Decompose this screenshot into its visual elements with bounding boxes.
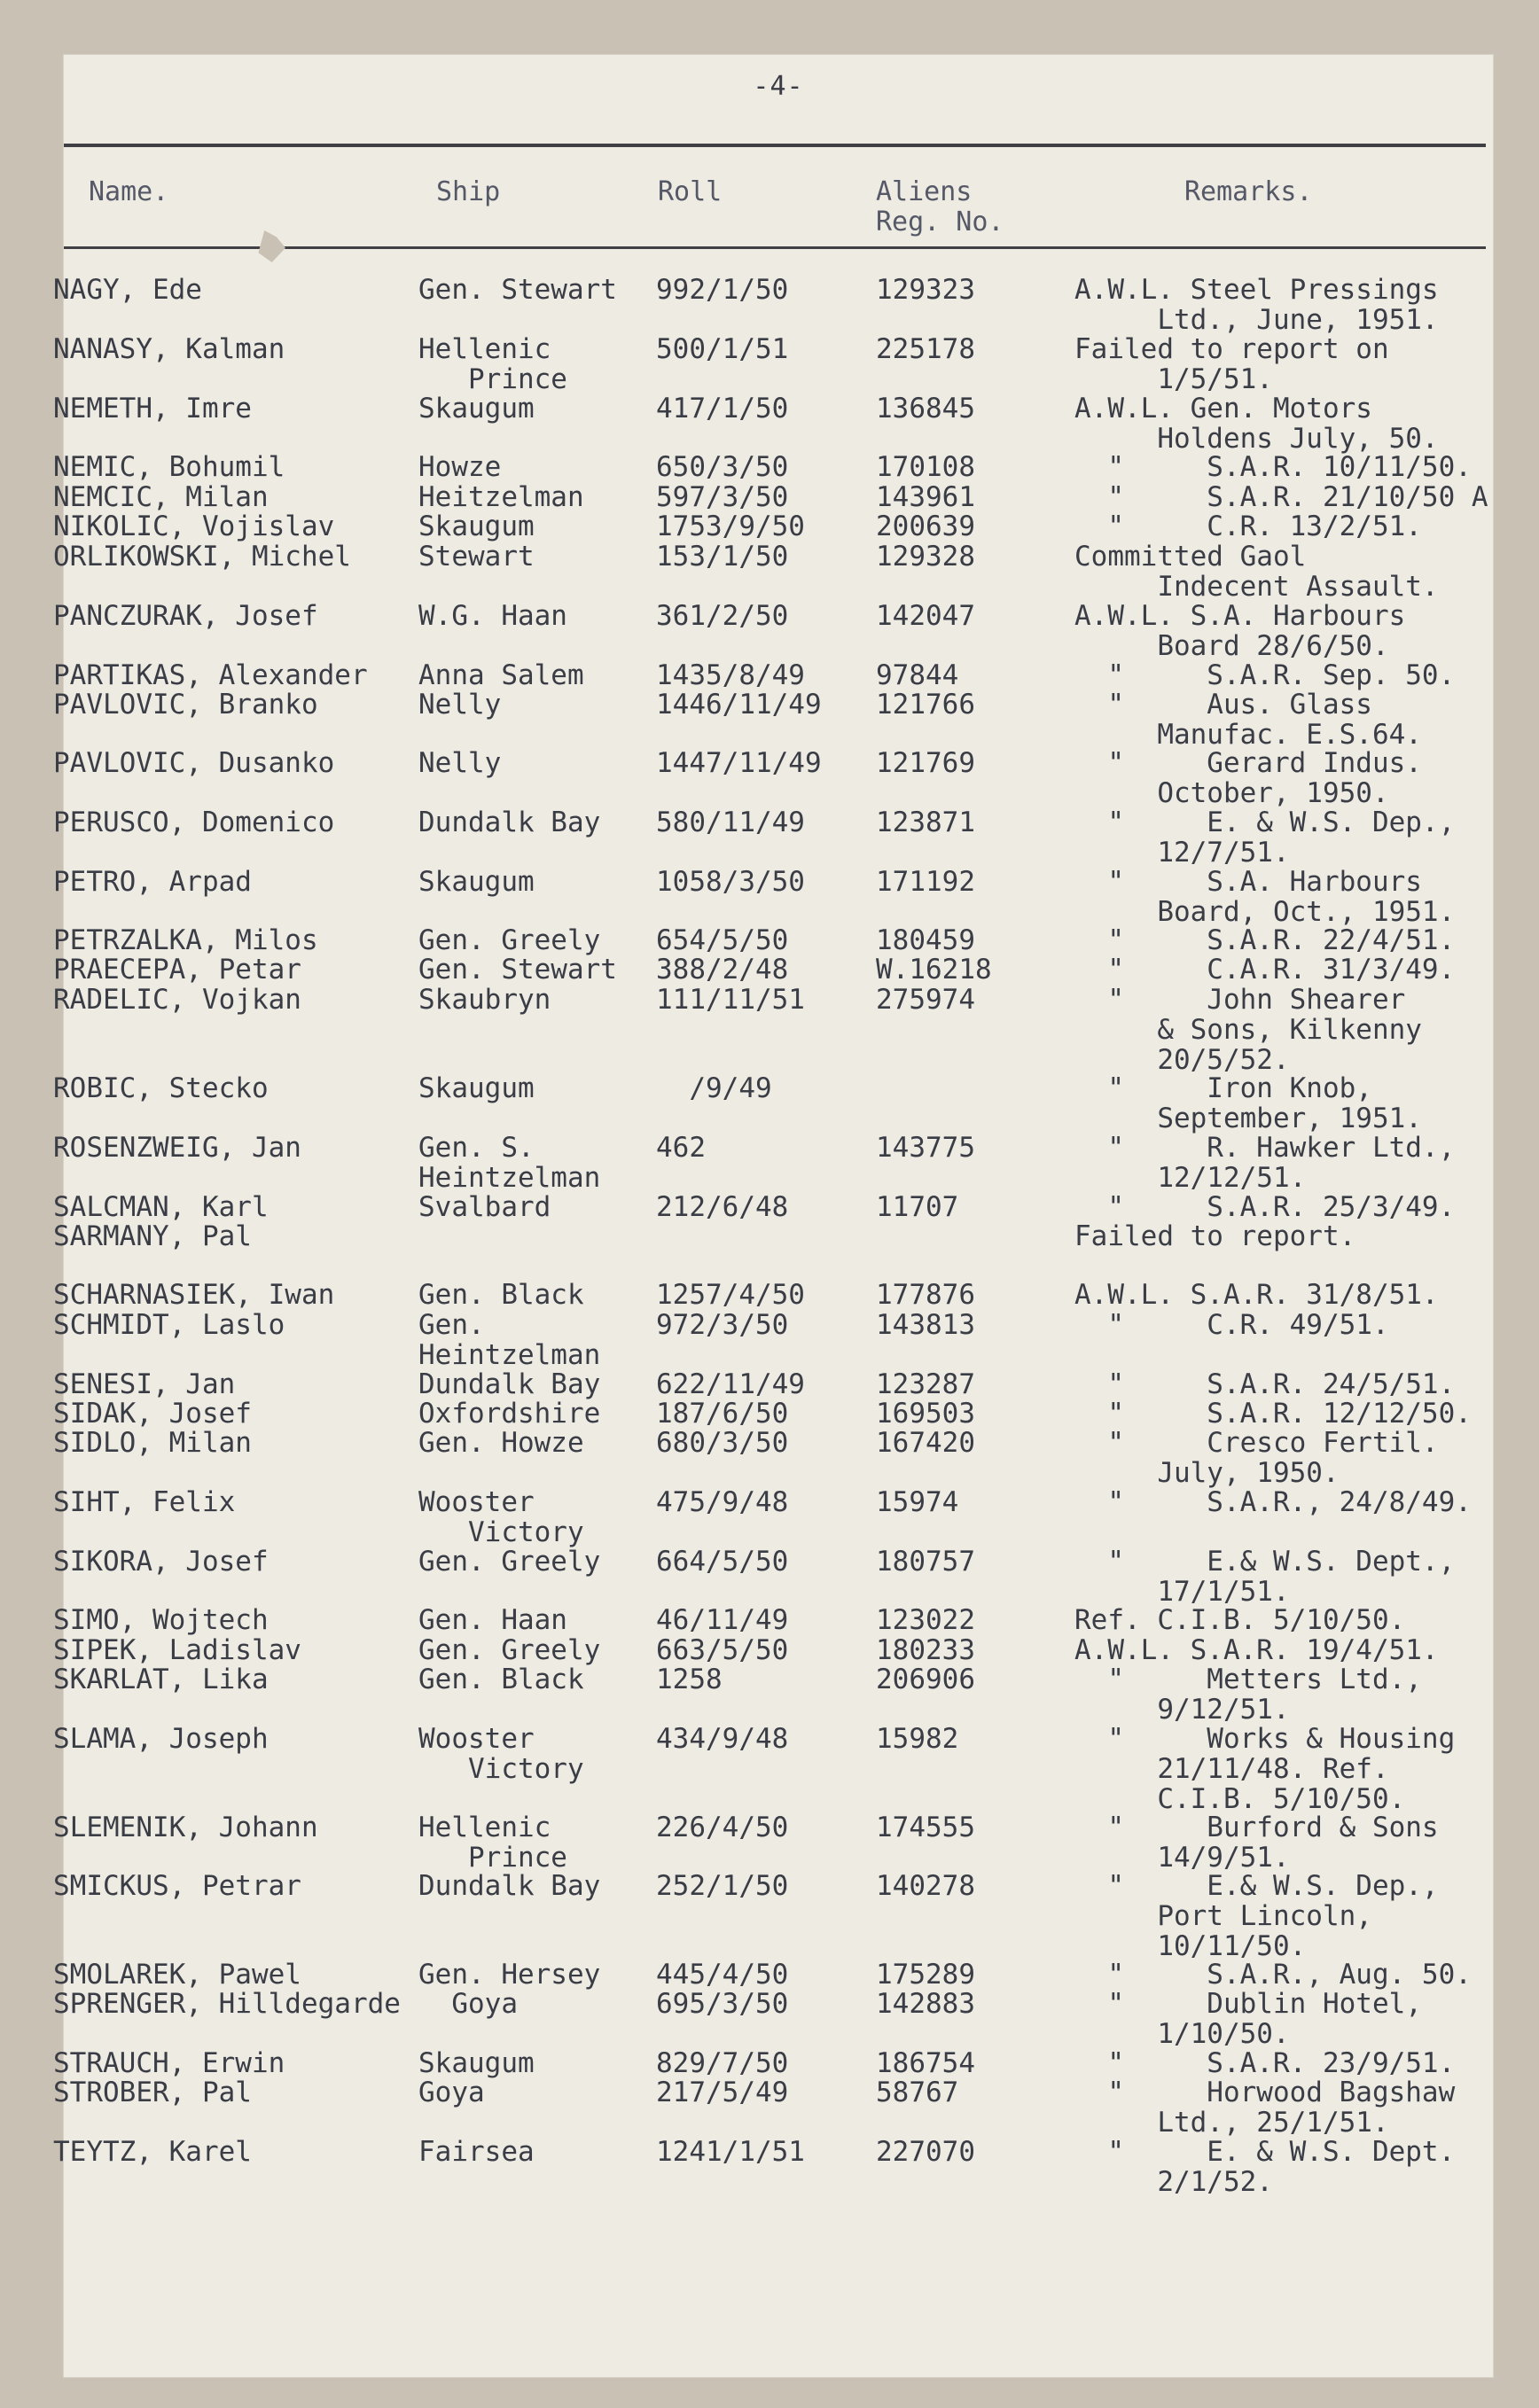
row-ship: Svalbard <box>418 1191 551 1223</box>
row-name: SLAMA, Joseph <box>53 1723 269 1755</box>
row-ship: Howze <box>418 451 502 483</box>
row-roll: 1241/1/51 <box>656 2136 805 2168</box>
row-name: SKARLAT, Lika <box>53 1664 269 1695</box>
row-reg: 136845 <box>876 393 975 425</box>
row-ship: Skaugum <box>418 2047 535 2079</box>
table-row <box>53 600 1493 662</box>
row-name: ORLIKOWSKI, Michel <box>53 541 351 573</box>
row-name: SIDAK, Josef <box>53 1398 252 1430</box>
page-number: -4- <box>753 71 804 102</box>
row-reg: 186754 <box>876 2047 975 2079</box>
row-remarks: " S.A.R. 10/11/50. <box>1074 451 1472 483</box>
row-remarks: A.W.L. Steel Pressings Ltd., June, 1951. <box>1074 274 1439 336</box>
table-row <box>53 1191 1493 1223</box>
table-row <box>53 1072 1493 1134</box>
table-row <box>53 1309 1493 1371</box>
row-roll: 1446/11/49 <box>656 689 822 721</box>
row-name: PETRZALKA, Milos <box>53 924 318 956</box>
table-row <box>53 1723 1493 1815</box>
row-remarks: " Gerard Indus. October, 1950. <box>1107 747 1422 809</box>
row-roll: 663/5/50 <box>656 1634 789 1666</box>
row-reg: 275974 <box>876 984 975 1016</box>
row-remarks: " S.A.R. 12/12/50. <box>1074 1398 1472 1430</box>
row-reg: 167420 <box>876 1427 975 1459</box>
row-reg: 140278 <box>876 1870 975 1902</box>
row-reg: 200639 <box>876 510 975 542</box>
row-name: PRAECEPA, Petar <box>53 954 301 986</box>
row-remarks: A.W.L. S.A.R. 31/8/51. <box>1074 1279 1439 1311</box>
row-ship: Skaugum <box>418 510 535 542</box>
row-reg: 121766 <box>876 689 975 721</box>
row-roll: 680/3/50 <box>656 1427 789 1459</box>
row-remarks: " Horwood Bagshaw Ltd., 25/1/51. <box>1107 2077 1456 2139</box>
row-reg: 227070 <box>876 2136 975 2168</box>
row-ship: Gen. Black <box>418 1664 584 1695</box>
row-remarks: Committed Gaol Indecent Assault. <box>1074 541 1439 603</box>
row-name: STROBER, Pal <box>53 2077 252 2108</box>
row-reg: 143813 <box>876 1309 975 1341</box>
row-reg: 143775 <box>876 1132 975 1164</box>
row-reg: 121769 <box>876 747 975 779</box>
row-name: SCHMIDT, Laslo <box>53 1309 285 1341</box>
row-roll: 1447/11/49 <box>656 747 822 779</box>
row-remarks: " R. Hawker Ltd., 12/12/51. <box>1107 1132 1456 1194</box>
row-ship: Gen. Stewart <box>418 274 617 306</box>
table-row <box>53 2047 1493 2079</box>
row-roll: 361/2/50 <box>656 600 789 632</box>
row-ship: Skaugum <box>418 866 535 898</box>
table-row <box>53 510 1493 542</box>
row-name: SIKORA, Josef <box>53 1546 269 1578</box>
header-top-rule <box>64 144 1486 147</box>
row-ship: Gen. Black <box>418 1279 584 1311</box>
table-row <box>53 1368 1493 1400</box>
table-row <box>53 1427 1493 1489</box>
table-row <box>53 1546 1493 1608</box>
row-name: STRAUCH, Erwin <box>53 2047 285 2079</box>
row-reg: 97844 <box>876 659 959 691</box>
row-remarks: " C.R. 13/2/51. <box>1074 510 1422 542</box>
row-reg: 123871 <box>876 807 975 838</box>
row-reg: 129323 <box>876 274 975 306</box>
row-remarks: " E.& W.S. Dep., Port Lincoln, 10/11/50. <box>1107 1870 1439 1962</box>
row-remarks: " S.A.R. Sep. 50. <box>1074 659 1456 691</box>
row-name: SPRENGER, Hilldegarde <box>53 1988 401 2020</box>
row-roll: 1435/8/49 <box>656 659 805 691</box>
table-row <box>53 1634 1493 1666</box>
row-reg: 11707 <box>876 1191 959 1223</box>
row-ship: Heitzelman <box>418 481 584 513</box>
row-remarks: " S.A.R. 22/4/51. <box>1074 924 1456 956</box>
row-reg: W.16218 <box>876 954 992 986</box>
row-roll: 664/5/50 <box>656 1546 789 1578</box>
row-remarks: " Works & Housing 21/11/48. Ref. C.I.B. 5/10/50. <box>1107 1723 1456 1815</box>
table-row <box>53 274 1493 336</box>
row-reg: 169503 <box>876 1398 975 1430</box>
row-name: SCHARNASIEK, Iwan <box>53 1279 335 1311</box>
table-row <box>53 747 1493 809</box>
row-name: SIDLO, Milan <box>53 1427 252 1459</box>
row-reg: 175289 <box>876 1959 975 1991</box>
row-name: NEMIC, Bohumil <box>53 451 285 483</box>
row-remarks: " John Shearer & Sons, Kilkenny 20/5/52. <box>1107 984 1422 1076</box>
row-reg: 177876 <box>876 1279 975 1311</box>
row-name: PETRO, Arpad <box>53 866 252 898</box>
row-remarks: " Burford & Sons 14/9/51. <box>1107 1812 1439 1874</box>
row-remarks: " S.A.R., Aug. 50. <box>1074 1959 1472 1991</box>
row-name: RADELIC, Vojkan <box>53 984 301 1016</box>
row-roll: 388/2/48 <box>656 954 789 986</box>
row-reg: 171192 <box>876 866 975 898</box>
row-roll: 417/1/50 <box>656 393 789 425</box>
row-roll: 1258 <box>656 1664 723 1695</box>
row-name: NIKOLIC, Vojislav <box>53 510 335 542</box>
row-name: SMICKUS, Petrar <box>53 1870 301 1902</box>
row-name: PAVLOVIC, Branko <box>53 689 318 721</box>
row-ship: Skaugum <box>418 1072 535 1104</box>
row-remarks: " Cresco Fertil. July, 1950. <box>1107 1427 1439 1489</box>
row-roll: 462 <box>656 1132 706 1164</box>
row-reg: 142883 <box>876 1988 975 2020</box>
row-name: SIMO, Wojtech <box>53 1604 269 1636</box>
row-ship: Skaugum <box>418 393 535 425</box>
table-row <box>53 1604 1493 1636</box>
row-ship: Gen. Greely <box>418 924 601 956</box>
row-ship: Gen. Greely <box>418 1546 601 1578</box>
row-reg: 58767 <box>876 2077 959 2108</box>
table-row <box>53 1664 1493 1726</box>
row-roll: 500/1/51 <box>656 333 789 365</box>
row-ship: Wooster Victory <box>418 1486 584 1548</box>
header-ship: Ship <box>436 176 501 207</box>
row-remarks: " S.A.R. 23/9/51. <box>1074 2047 1456 2079</box>
row-roll: 475/9/48 <box>656 1486 789 1518</box>
row-roll: /9/49 <box>656 1072 772 1104</box>
row-ship: W.G. Haan <box>418 600 567 632</box>
row-name: PAVLOVIC, Dusanko <box>53 747 335 779</box>
table-row <box>53 393 1493 455</box>
row-reg: 180459 <box>876 924 975 956</box>
row-name: ROBIC, Stecko <box>53 1072 269 1104</box>
header-name: Name. <box>89 176 169 207</box>
table-row <box>53 807 1493 869</box>
row-roll: 992/1/50 <box>656 274 789 306</box>
table-row <box>53 954 1493 986</box>
row-name: NAGY, Ede <box>53 274 202 306</box>
row-name: SIHT, Felix <box>53 1486 236 1518</box>
row-roll: 1257/4/50 <box>656 1279 805 1311</box>
row-ship: Hellenic Prince <box>418 1812 567 1874</box>
row-ship: Gen. Stewart <box>418 954 617 986</box>
row-remarks: Ref. C.I.B. 5/10/50. <box>1074 1604 1406 1636</box>
row-ship: Gen. Hersey <box>418 1959 601 1991</box>
table-row <box>53 481 1493 513</box>
row-remarks: " E. & W.S. Dept. 2/1/52. <box>1107 2136 1456 2198</box>
table-row <box>53 659 1493 691</box>
row-reg: 180757 <box>876 1546 975 1578</box>
table-row <box>53 451 1493 483</box>
row-ship: Oxfordshire <box>418 1398 601 1430</box>
row-roll: 829/7/50 <box>656 2047 789 2079</box>
row-remarks: " Aus. Glass Manufac. E.S.64. <box>1107 689 1422 751</box>
row-remarks: A.W.L. Gen. Motors Holdens July, 50. <box>1074 393 1439 455</box>
table-row <box>53 1870 1493 1962</box>
document-page <box>53 55 1493 2377</box>
table-row <box>53 1132 1493 1194</box>
row-roll: 654/5/50 <box>656 924 789 956</box>
row-remarks: " E.& W.S. Dept., 17/1/51. <box>1107 1546 1456 1608</box>
row-reg: 15974 <box>876 1486 959 1518</box>
row-remarks: " S.A.R. 21/10/50 A <box>1074 481 1488 513</box>
row-roll: 445/4/50 <box>656 1959 789 1991</box>
row-name: SMOLAREK, Pawel <box>53 1959 301 1991</box>
row-reg: 129328 <box>876 541 975 573</box>
row-name: PARTIKAS, Alexander <box>53 659 368 691</box>
row-roll: 695/3/50 <box>656 1988 789 2020</box>
row-ship: Wooster Victory <box>418 1723 584 1785</box>
table-row <box>53 1220 1493 1252</box>
row-remarks: " S.A. Harbours Board, Oct., 1951. <box>1107 866 1456 928</box>
row-ship: Anna Salem <box>418 659 584 691</box>
row-roll: 212/6/48 <box>656 1191 789 1223</box>
table-row <box>53 2136 1493 2198</box>
row-roll: 650/3/50 <box>656 451 789 483</box>
row-roll: 153/1/50 <box>656 541 789 573</box>
header-roll: Roll <box>658 176 723 207</box>
row-roll: 622/11/49 <box>656 1368 805 1400</box>
row-name: ROSENZWEIG, Jan <box>53 1132 301 1164</box>
row-remarks: " Metters Ltd., 9/12/51. <box>1107 1664 1422 1726</box>
row-ship: Skaubryn <box>418 984 551 1016</box>
table-row <box>53 333 1493 395</box>
row-remarks: " E. & W.S. Dep., 12/7/51. <box>1107 807 1456 869</box>
row-roll: 972/3/50 <box>656 1309 789 1341</box>
row-reg: 15982 <box>876 1723 959 1755</box>
row-name: NANASY, Kalman <box>53 333 285 365</box>
row-name: SENESI, Jan <box>53 1368 236 1400</box>
row-reg: 142047 <box>876 600 975 632</box>
row-roll: 111/11/51 <box>656 984 805 1016</box>
row-name: NEMCIC, Milan <box>53 481 269 513</box>
row-ship: Stewart <box>418 541 535 573</box>
row-roll: 46/11/49 <box>656 1604 789 1636</box>
table-row <box>53 866 1493 928</box>
row-remarks: " S.A.R. 25/3/49. <box>1074 1191 1456 1223</box>
row-ship: Gen. S. Heintzelman <box>418 1132 601 1194</box>
row-remarks: A.W.L. S.A. Harbours Board 28/6/50. <box>1074 600 1406 662</box>
row-remarks: A.W.L. S.A.R. 19/4/51. <box>1074 1634 1439 1666</box>
row-roll: 580/11/49 <box>656 807 805 838</box>
row-ship: Gen. Howze <box>418 1427 584 1459</box>
row-name: PERUSCO, Domenico <box>53 807 335 838</box>
row-ship: Goya <box>418 2077 485 2108</box>
table-row <box>53 984 1493 1076</box>
row-ship: Dundalk Bay <box>418 1368 601 1400</box>
row-ship: Fairsea <box>418 2136 535 2168</box>
row-remarks: " Iron Knob, September, 1951. <box>1107 1072 1422 1134</box>
row-reg: 206906 <box>876 1664 975 1695</box>
row-roll: 1058/3/50 <box>656 866 805 898</box>
row-roll: 252/1/50 <box>656 1870 789 1902</box>
row-reg: 170108 <box>876 451 975 483</box>
row-roll: 226/4/50 <box>656 1812 789 1843</box>
row-name: PANCZURAK, Josef <box>53 600 318 632</box>
row-ship: Nelly <box>418 689 502 721</box>
row-reg: 143961 <box>876 481 975 513</box>
row-ship: Nelly <box>418 747 502 779</box>
row-remarks: " C.R. 49/51. <box>1074 1309 1389 1341</box>
row-name: SIPEK, Ladislav <box>53 1634 301 1666</box>
row-ship: Dundalk Bay <box>418 807 601 838</box>
row-ship: Goya <box>418 1988 518 2020</box>
table-row <box>53 1988 1493 2050</box>
row-remarks: " S.A.R. 24/5/51. <box>1074 1368 1456 1400</box>
row-name: SARMANY, Pal <box>53 1220 252 1252</box>
row-reg: 225178 <box>876 333 975 365</box>
row-reg: 174555 <box>876 1812 975 1843</box>
row-name: NEMETH, Imre <box>53 393 252 425</box>
row-roll: 597/3/50 <box>656 481 789 513</box>
row-remarks: " S.A.R., 24/8/49. <box>1074 1486 1472 1518</box>
table-row <box>53 1398 1493 1430</box>
row-name: TEYTZ, Karel <box>53 2136 252 2168</box>
row-name: SALCMAN, Karl <box>53 1191 269 1223</box>
row-roll: 217/5/49 <box>656 2077 789 2108</box>
row-name: SLEMENIK, Johann <box>53 1812 318 1843</box>
table-row <box>53 2077 1493 2139</box>
row-remarks: Failed to report. <box>1074 1220 1356 1252</box>
row-ship: Gen. Haan <box>418 1604 567 1636</box>
row-ship: Hellenic Prince <box>418 333 567 395</box>
row-reg: 123022 <box>876 1604 975 1636</box>
table-row <box>53 924 1493 956</box>
table-row <box>53 1279 1493 1311</box>
header-aliens-reg: Aliens Reg. No. <box>876 176 1004 238</box>
row-remarks: " Dublin Hotel, 1/10/50. <box>1107 1988 1422 2050</box>
table-row <box>53 1959 1493 1991</box>
row-remarks: " C.A.R. 31/3/49. <box>1074 954 1456 986</box>
row-ship: Gen. Heintzelman <box>418 1309 601 1371</box>
table-row <box>53 1812 1493 1874</box>
row-reg: 123287 <box>876 1368 975 1400</box>
row-ship: Dundalk Bay <box>418 1870 601 1902</box>
table-row <box>53 541 1493 603</box>
row-roll: 434/9/48 <box>656 1723 789 1755</box>
row-remarks: Failed to report on 1/5/51. <box>1074 333 1389 395</box>
header-remarks: Remarks. <box>1184 176 1313 207</box>
row-roll: 1753/9/50 <box>656 510 805 542</box>
table-row <box>53 1486 1493 1548</box>
row-reg: 180233 <box>876 1634 975 1666</box>
table-row <box>53 689 1493 751</box>
row-roll: 187/6/50 <box>656 1398 789 1430</box>
row-ship: Gen. Greely <box>418 1634 601 1666</box>
